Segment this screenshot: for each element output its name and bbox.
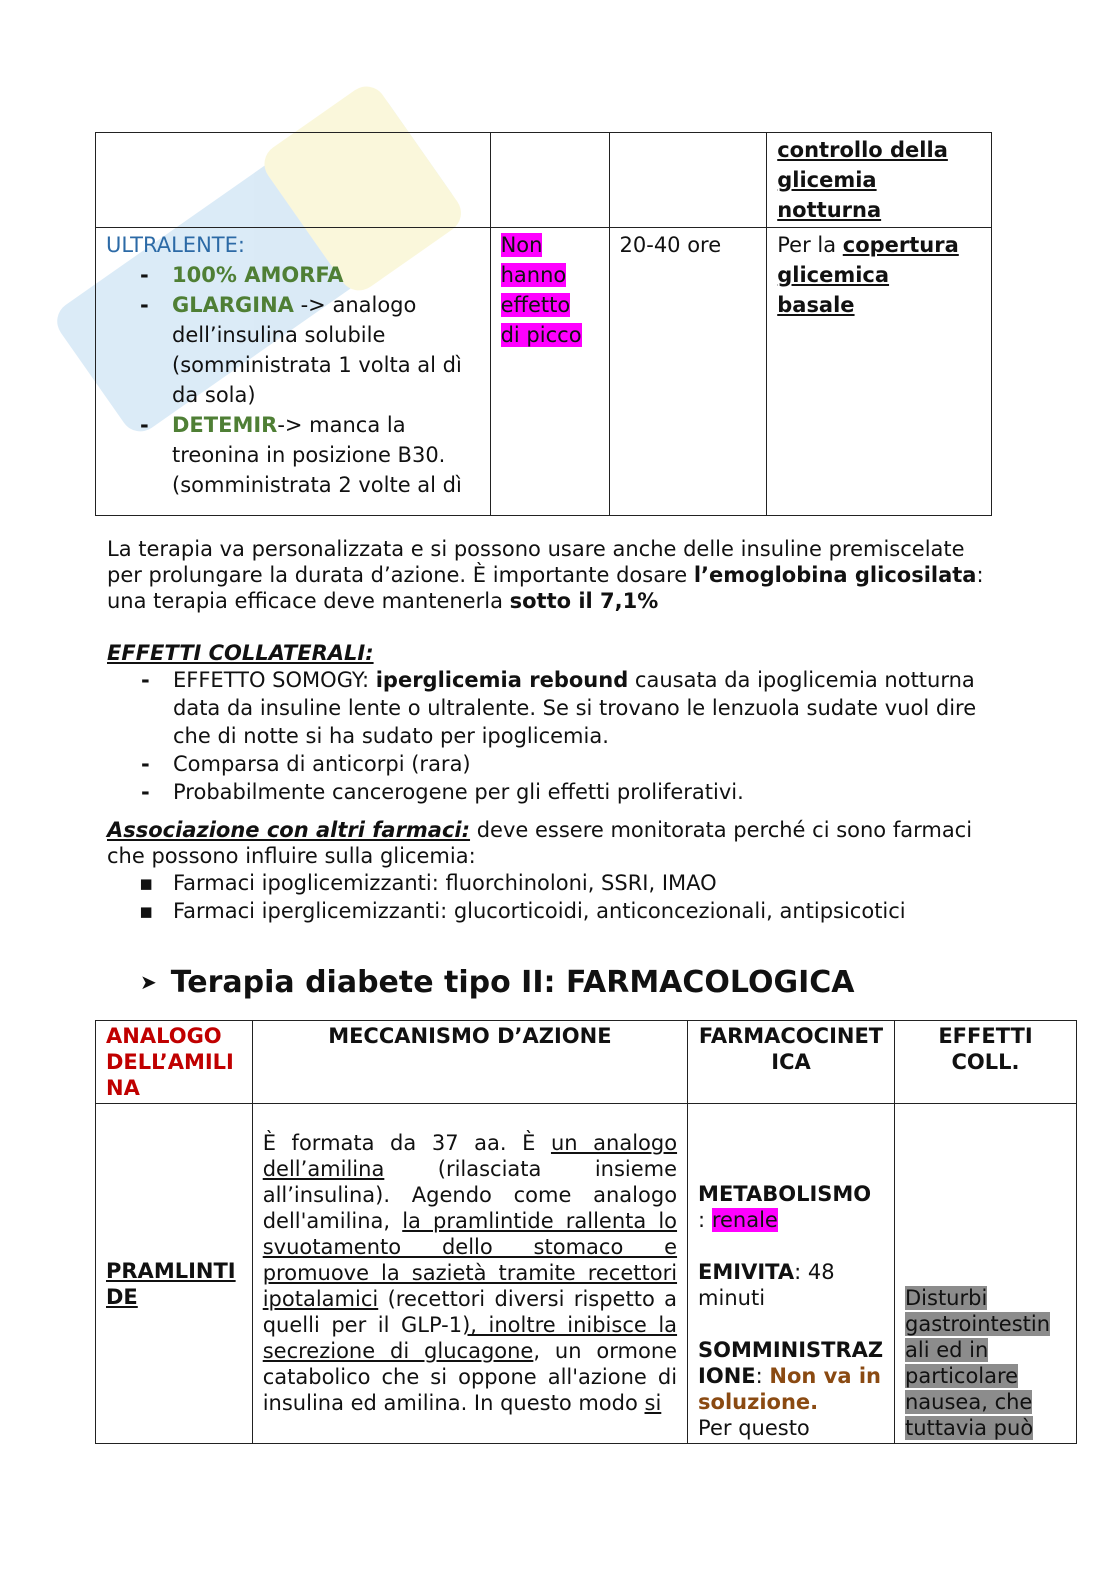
ultralente-title: ULTRALENTE:	[106, 233, 245, 257]
list-item: ▪ Farmaci ipoglicemizzanti: fluorchinoloni, SSRI, IMAO	[173, 869, 987, 897]
ultralente-list	[106, 260, 480, 500]
list-item: ▪ Farmaci iperglicemizzanti: glucorticoidi, anticoncezionali, antipsicotici	[173, 897, 987, 925]
table-row	[96, 1104, 1077, 1444]
list-item: - 100% AMORFA	[172, 260, 480, 290]
section-heading: ➤ Terapia diabete tipo II: FARMACOLOGICA	[140, 965, 855, 1000]
side-effects-list	[107, 666, 987, 806]
duration-cell: 20-40 ore	[609, 228, 767, 516]
mechanism-text: È formata da 37 aa. È un analogo dell’amilina (rilasciata insieme all’insulina). Agendo come analogo dell'amilina, la pramlintide rallenta lo svuotamento dello stomaco e promuove la sazietà tramite recettori ipotalamici (recettori diversi rispetto a quelli per il GLP-1), inoltre inibisce la secrezione di glucagone, un ormone catabolico che si oppone all'azione di insulina ed amilina. In questo modo si	[252, 1104, 687, 1444]
header-side-effects: EFFETTI COLL.	[895, 1021, 1077, 1104]
table-row: ULTRALENTE: - 100% AMORFA - GLARGINA -> analogo dell’insulina solubile (somministrata 1 volta al dì da sola) - DETEMIR-> manca la treonina in posizione B30. (somministrata 2 volte al dì Non hanno effetto di picco 20-40 ore Per la copertura glicemica basale	[96, 228, 992, 516]
pharmacokinetics-cell: METABOLISMO : renale EMIVITA: 48 minuti SOMMINISTRAZIONE: Non va in soluzione. Per questo	[688, 1104, 895, 1444]
arrow-bullet-icon: ➤	[140, 970, 157, 994]
drug-name: PRAMLINTIDE	[106, 1258, 236, 1309]
side-effects-title: EFFETTI COLLATERALI:	[107, 641, 374, 665]
list-item: - EFFETTO SOMOGY: iperglicemia rebound causata da ipoglicemia notturna data da insuline lente o ultralente. Se si trovano le lenzuola sudate vuol dire che di notte si ha sudato per ipoglicemia.	[173, 666, 987, 750]
side-effects-cell: Disturbi gastrointestin ali ed in particolare nausea, che tuttavia può	[895, 1104, 1077, 1444]
association-list	[107, 869, 987, 925]
header-mechanism: MECCANISMO D’AZIONE	[252, 1021, 687, 1104]
peak-effect: Non hanno effetto di picco	[500, 233, 582, 347]
list-item: - Comparsa di anticorpi (rara)	[173, 750, 987, 778]
header-pharmacokinetics: FARMACOCINETICA	[688, 1021, 895, 1104]
header-analog: ANALOGO DELL’AMILINA	[96, 1021, 253, 1104]
table-row	[96, 133, 992, 228]
type2-diabetes-table	[95, 1020, 1077, 1444]
association-section: Associazione con altri farmaci: deve essere monitorata perché ci sono farmaci che possono influire sulla glicemia: ▪ Farmaci ipoglicemizzanti: fluorchinoloni, SSRI, IMAO ▪ Farmaci iperglicemizzanti: glucorticoidi, anticoncezionali, antipsicotici	[107, 817, 987, 925]
glycemic-control-note: controllo della glicemia notturna	[777, 138, 948, 222]
list-item: - GLARGINA -> analogo dell’insulina solubile (somministrata 1 volta al dì da sola)	[172, 290, 480, 410]
list-item: - DETEMIR-> manca la treonina in posizione B30. (somministrata 2 volte al dì	[172, 410, 480, 500]
list-item: - Probabilmente cancerogene per gli effetti proliferativi.	[173, 778, 987, 806]
therapy-paragraph: La terapia va personalizzata e si possono usare anche delle insuline premiscelate per prolungare la durata d’azione. È importante dosare l’emoglobina glicosilata: una terapia efficace deve mantenerla sotto il 7,1%	[107, 537, 984, 613]
side-effects-section	[107, 640, 987, 806]
table-header-row	[96, 1021, 1077, 1104]
insulin-table	[95, 132, 992, 516]
